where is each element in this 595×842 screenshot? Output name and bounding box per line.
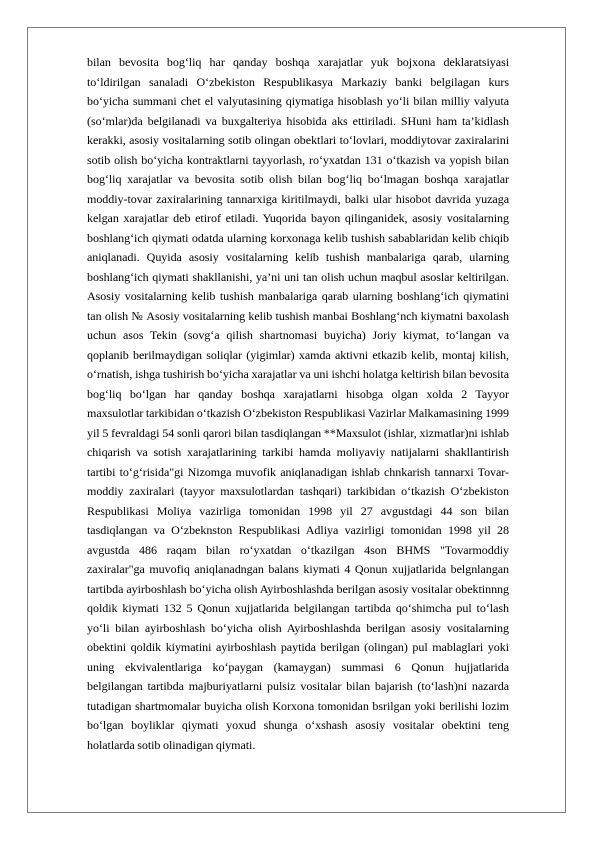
document-body-text: bilan bevosita bog‘liq har qanday boshqa xarajatlar yuk bojxona deklaratsiyasi to‘ldirilgan sanaladi O‘zbekiston Respublikasya Markaziy banki belgilagan kurs bo‘yicha summani chet el valyutasining qiymatiga hisoblash yo‘li bilan milliy valyuta (so‘mlar)da belgilanadi va buxgalteriya hisobida aks ettiriladi. SHuni ham ta’kidlash kerakki, asosiy vositalarning sotib olingan obektlari to‘lovlari, moddiytovar zaxiralarini sotib olish bo‘yicha kontraktlarni tayyorlash, ro‘yxatdan 131 o‘tkazish va yopish bilan bog‘liq xarajatlar va bevosita sotib olish bilan bog‘liq bo‘lmagan boshqa xarajatlar moddiy-tovar zaxiralarining tannarxiga kiritilmaydi, balki ular hisobot davrida yuzaga kelgan xarajatlar deb etirof etiladi. Yuqorida bayon qilinganidek, asosiy vositalarning boshlang‘ich qiymati odatda ularning korxonaga kelib tushish sabablaridan kelib chiqib aniqlanadi. Quyida asosiy vositalarning kelib tushish manbalariga qarab, ularning boshlang‘ich qiymati shakllanishi, ya’ni uni tan olish uchun maqbul asoslar keltirilgan. Asosiy vositalarning kelib tushish manbalariga qarab ularning boshlang‘ich qiymatini tan olish № Asosiy vositalarning kelib tushish manbai Boshlang‘nch kiymatni baxolash uchun asos Tekin (sovg‘a qilish shartnomasi buyicha) Joriy kiymat, to‘langan va qoplanib berilmaydigan soliqlar (yigimlar) xamda aktivni etkazib kelib, montaj kilish, o‘rnatish, ishga tushirish bo‘yicha xarajatlar va uni ishchi holatga keltirish bilan bevosita bog‘liq bo‘lgan har qanday boshqa xarajatlarni hisobga olgan xolda 2 Tayyor maxsulotlar tarkibidan o‘tkazish O‘zbekiston Respublikasi Vazirlar Malkamasining 1999 yil 5 fevraldagi 54 sonli qarori bilan tasdiqlangan **Maxsulot (ishlar, xizmatlar)ni ishlab chiqarish va sotish xarajatlarining tarkibi hamda moliyaviy natijalarni shakllantirish tartibi to‘g‘risida"gi Nizomga muvofik aniqlanadigan ishlab chnkarish tannarxi Tovar-moddiy zaxiralari (tayyor maxsulotlardan tashqari) tarkibidan o‘tkazish O‘zbekiston Respublikasi Moliya vazirliga tomonidan 1998 yil 27 avgustdagi 44 son bilan tasdiqlangan va O‘zbeknston Respublikasi Adliya vazirligi tomonidan 1998 yil 28 avgustda 486 raqam bilan ro‘yxatdan o‘tkazilgan 4son BHMS "Tovarmoddiy zaxiralar"ga muvofiq aniqlanadngan balans kiymati 4 Qonun xujjatlarida belgnlangan tartibda ayirboshlash bo‘yicha olish Ayirboshlashda berilgan asosiy vositalar obektinnng qoldik kiymati 132 5 Qonun xujjatlarida belgilangan tartibda qo‘shimcha pul to‘lash yo‘li bilan ayirboshlash bo‘yicha olish Ayirboshlashda berilgan asosiy vositalarning obektini qoldik kiymatini ayirboshlash paytida berilgan (olingan) pul mablaglari yoki uning ekvivalentlariga ko‘paygan (kamaygan) summasi 6 Qonun hujjatlarida belgilangan tartibda majburiyatlarni pulsiz vositalar bilan bajarish (to‘lash)ni nazarda tutadigan shartmomalar buyicha olish Korxona tomonidan bsrilgan yoki berilishi lozim bo‘lgan boyliklar qiymati yoxud shunga o‘xshash asosiy vositalar obektini teng holatlarda sotib olinadigan qiymati. — [87, 55, 509, 752]
